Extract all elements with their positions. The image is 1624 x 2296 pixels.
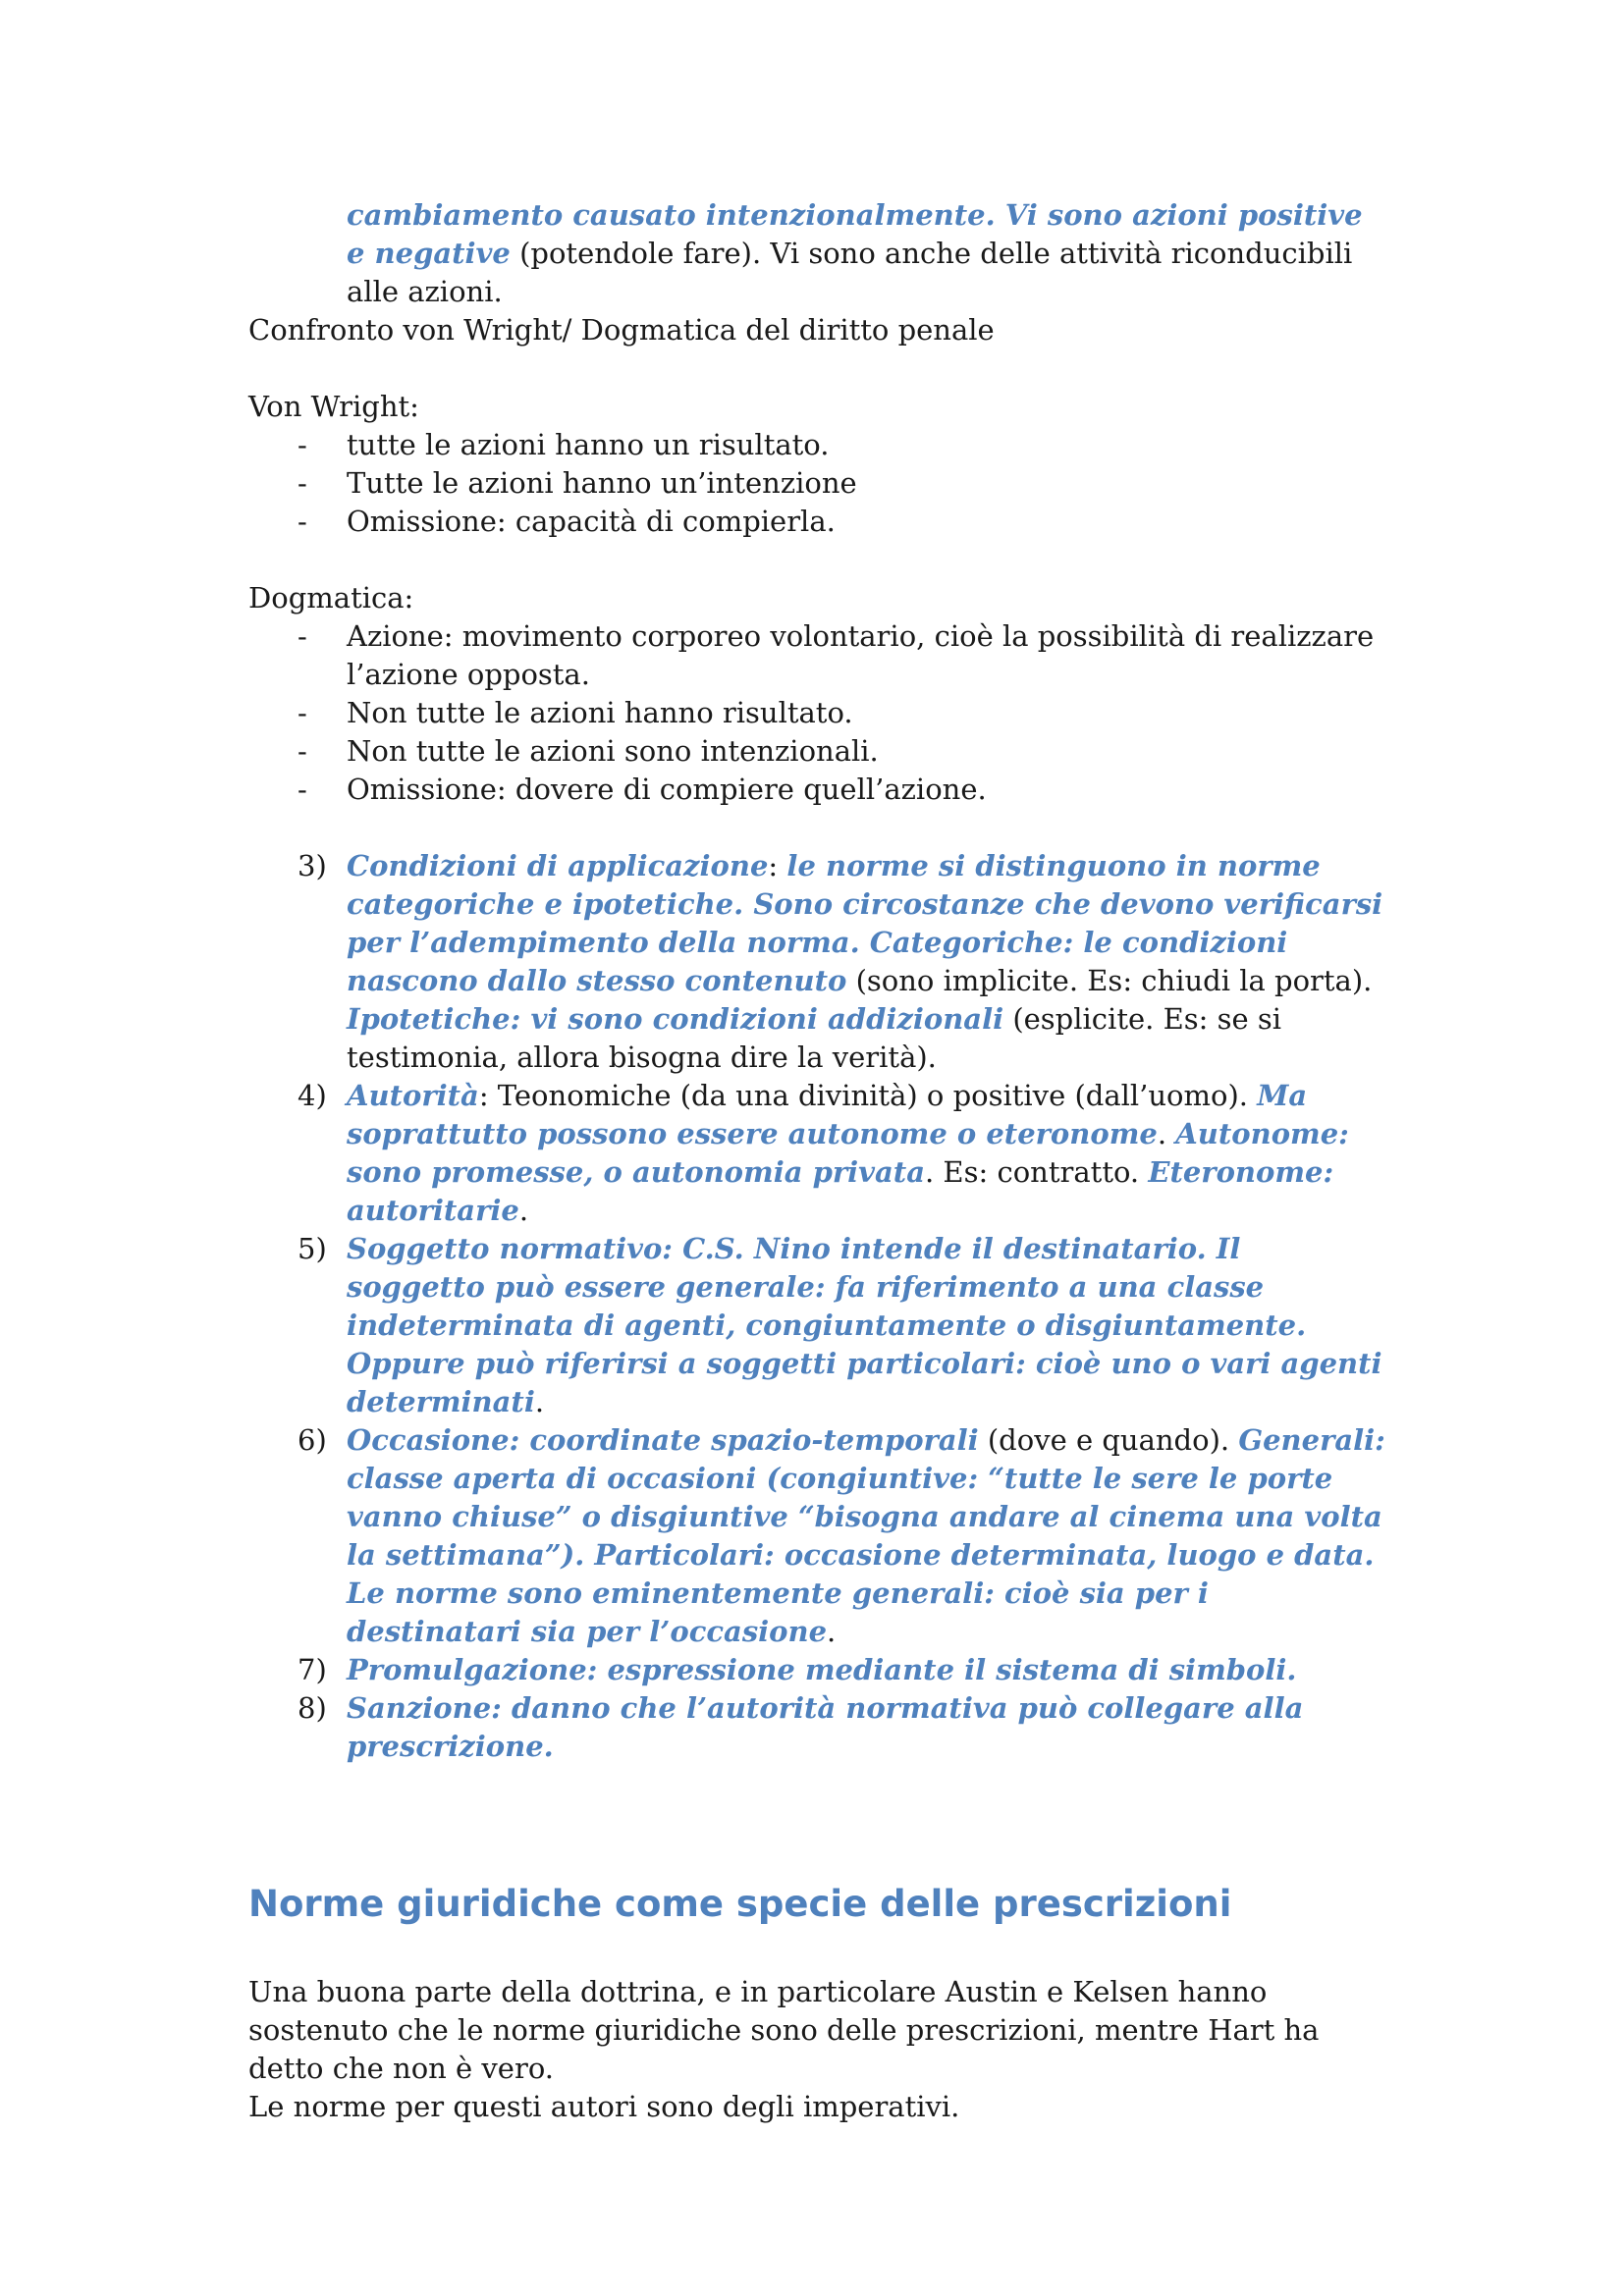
highlighted-text: Ipotetiche: vi sono condizioni addizionali bbox=[347, 1002, 1004, 1036]
list-item-text: Tutte le azioni hanno un’intenzione bbox=[347, 466, 857, 500]
list-item bbox=[248, 694, 1387, 732]
list-item-6 bbox=[248, 1421, 1387, 1651]
section-heading: Norme giuridiche come specie delle prescrizioni bbox=[248, 1883, 1232, 1925]
highlighted-text: cambiamento causato intenzionalmente. Vi sono azioni positive e negative bbox=[347, 198, 1363, 270]
list-number: 6) bbox=[298, 1423, 327, 1457]
body-text: . Es: contratto. bbox=[925, 1155, 1149, 1189]
highlighted-text: Condizioni di applicazione bbox=[347, 849, 769, 882]
highlighted-text: Eteronome: autoritarie bbox=[347, 1155, 1334, 1227]
body-text: . bbox=[1157, 1117, 1176, 1150]
dash-marker: - bbox=[298, 505, 307, 538]
list-item-5 bbox=[248, 1230, 1387, 1421]
body-text: : Teonomiche (da una divinità) o positive (dall’uomo). bbox=[478, 1079, 1258, 1112]
body-text: . bbox=[827, 1615, 837, 1648]
page-content bbox=[248, 196, 1387, 2126]
highlighted-text: Autonome: sono promesse, o autonomia privata bbox=[347, 1117, 1349, 1189]
confronto-line: Confronto von Wright/ Dogmatica del diritto penale bbox=[248, 313, 995, 347]
highlighted-text: le norme si distinguono in norme categoriche e ipotetiche. Sono circostanze che devono verificarsi per l’adempimento della norma. Categoriche: le condizioni nascono dallo stesso contenuto bbox=[347, 849, 1383, 997]
highlighted-text: Sanzione: danno che l’autorità normativa può collegare alla prescrizione. bbox=[347, 1691, 1304, 1763]
section-paragraph: Una buona parte della dottrina, e in particolare Austin e Kelsen hanno sostenuto che le norme giuridiche sono delle prescrizioni, mentre Hart ha detto che non è vero. bbox=[248, 1975, 1320, 2085]
body-text: (esplicite. Es: se si testimonia, allora bisogna dire la verità). bbox=[347, 1002, 1282, 1074]
list-item-text: Non tutte le azioni hanno risultato. bbox=[347, 696, 853, 729]
list-item-4 bbox=[248, 1077, 1387, 1230]
body-text: (dove e quando). bbox=[978, 1423, 1239, 1457]
list-item-text: tutte le azioni hanno un risultato. bbox=[347, 428, 830, 461]
list-item bbox=[248, 426, 1387, 464]
dash-marker: - bbox=[298, 696, 307, 729]
dash-marker: - bbox=[298, 619, 307, 653]
body-text: (potendole fare). Vi sono anche delle attività riconducibili alle azioni. bbox=[347, 237, 1353, 308]
body-text: . bbox=[534, 1385, 545, 1418]
list-item bbox=[248, 771, 1387, 809]
dash-marker: - bbox=[298, 734, 307, 768]
dogmatica-list bbox=[248, 617, 1387, 809]
list-number: 3) bbox=[298, 849, 327, 882]
dash-marker: - bbox=[298, 773, 307, 806]
highlighted-text: Autorità bbox=[347, 1079, 479, 1112]
section-paragraph: Le norme per questi autori sono degli imperativi. bbox=[248, 2090, 960, 2123]
list-item-text: Omissione: capacità di compierla. bbox=[347, 505, 836, 538]
list-item-3 bbox=[248, 847, 1387, 1077]
list-number: 4) bbox=[298, 1079, 327, 1112]
list-item-text: Azione: movimento corporeo volontario, cioè la possibilità di realizzare l’azione opposta. bbox=[347, 619, 1375, 691]
list-number: 7) bbox=[298, 1653, 327, 1686]
list-item-text: Omissione: dovere di compiere quell’azione. bbox=[347, 773, 987, 806]
blank-line bbox=[248, 1842, 1387, 1881]
list-item bbox=[248, 503, 1387, 541]
blank-line bbox=[248, 809, 1387, 847]
list-number: 5) bbox=[298, 1232, 327, 1265]
dogmatica-heading: Dogmatica: bbox=[248, 581, 414, 614]
list-item-8 bbox=[248, 1689, 1387, 1766]
body-text: (sono implicite. Es: chiudi la porta). bbox=[846, 964, 1373, 997]
dash-marker: - bbox=[298, 428, 307, 461]
blank-line bbox=[248, 541, 1387, 579]
list-number: 8) bbox=[298, 1691, 327, 1725]
vonwright-list bbox=[248, 426, 1387, 541]
list-item bbox=[248, 617, 1387, 694]
blank-line bbox=[248, 1766, 1387, 1842]
body-text: : bbox=[768, 849, 787, 882]
list-item-text: Non tutte le azioni sono intenzionali. bbox=[347, 734, 879, 768]
vonwright-heading: Von Wright: bbox=[248, 390, 419, 423]
intro-paragraph bbox=[248, 196, 1387, 311]
highlighted-text: Promulgazione: espressione mediante il sistema di simboli. bbox=[347, 1653, 1297, 1686]
highlighted-text: Soggetto normativo: C.S. Nino intende il destinatario. Il soggetto può essere generale: fa riferimento a una classe indeterminata di agenti, congiuntamente o disgiuntamente. Oppure può riferirsi a soggetti particolari: cioè uno o vari agenti determinati bbox=[347, 1232, 1382, 1418]
highlighted-text: Generali: classe aperta di occasioni (congiuntive: “tutte le sere le porte vanno chiuse” o disgiuntive “bisogna andare al cinema una volta la settimana”). Particolari: occasione determinata, luogo e data. Le norme sono eminentemente generali: cioè sia per i destinatari sia per l’occasione bbox=[347, 1423, 1385, 1648]
blank-line bbox=[248, 349, 1387, 388]
highlighted-text: Occasione: coordinate spazio-temporali bbox=[347, 1423, 979, 1457]
list-item-7 bbox=[248, 1651, 1387, 1689]
list-item bbox=[248, 732, 1387, 771]
numbered-list bbox=[248, 847, 1387, 1766]
body-text: . bbox=[518, 1194, 529, 1227]
dash-marker: - bbox=[298, 466, 307, 500]
list-item bbox=[248, 464, 1387, 503]
blank-line bbox=[248, 1928, 1387, 1973]
highlighted-text: Ma soprattutto possono essere autonome o eteronome bbox=[347, 1079, 1308, 1150]
